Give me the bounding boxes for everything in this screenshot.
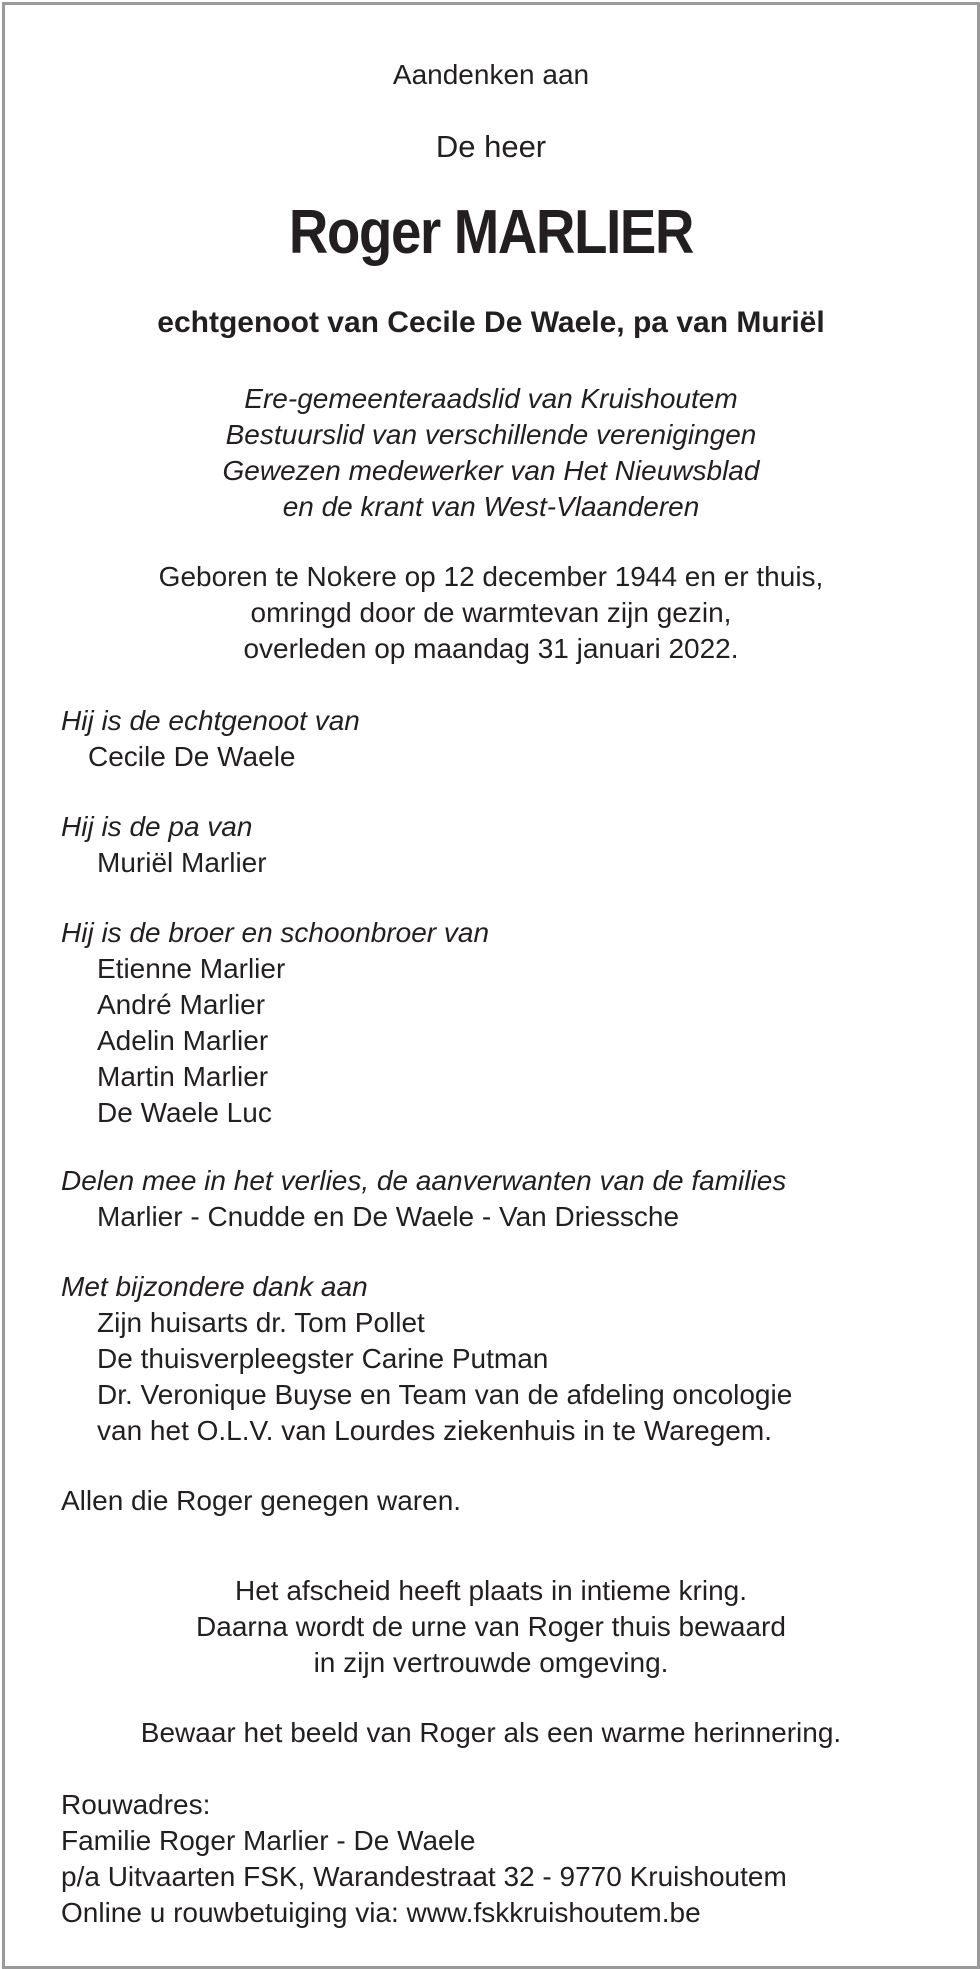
role-line: en de krant van West-Vlaanderen [282,491,700,522]
relation-line: echtgenoot van Cecile De Waele, pa van Muriël [157,306,825,339]
role-line: Ere-gemeenteraadslid van Kruishoutem [244,383,738,414]
section-heading: Hij is de pa van [61,811,253,842]
date-line: overleden op maandag 31 januari 2022. [243,633,739,664]
farewell-line: Daarna wordt de urne van Roger thuis bewaard [196,1611,786,1642]
thanks-line: De thuisverpleegster Carine Putman [97,1343,549,1374]
deceased-name: Roger MARLIER [288,198,694,267]
section-heading: Hij is de broer en schoonbroer van [61,917,490,948]
sibling-name: De Waele Luc [97,1097,272,1128]
address-street: p/a Uitvaarten FSK, Warandestraat 32 - 9770 Kruishoutem [61,1861,787,1892]
address-label: Rouwadres: [61,1789,211,1820]
section-heading: Hij is de echtgenoot van [61,705,360,736]
remembrance-line: Bewaar het beeld van Roger als een warme herinnering. [140,1717,842,1748]
obituary-notice [2,2,980,1969]
date-line: omringd door de warmtevan zijn gezin, [250,597,732,628]
role-line: Bestuurslid van verschillende verenigingen [225,419,757,450]
thanks-line: van het O.L.V. van Lourdes ziekenhuis in te Waregem. [97,1415,772,1446]
mourning-address [61,1787,787,1931]
sibling-name: Martin Marlier [97,1061,269,1092]
spouse-section [61,703,937,775]
farewell-line: Het afscheid heeft plaats in intieme kring. [234,1575,748,1606]
sibling-name: Etienne Marlier [97,953,286,984]
child-section [61,809,937,881]
spouse-name: Cecile De Waele [88,741,296,772]
closing-line: Allen die Roger genegen waren. [61,1485,462,1516]
families-section [61,1163,937,1235]
address-family: Familie Roger Marlier - De Waele [61,1825,476,1856]
sibling-name: André Marlier [97,989,266,1020]
section-heading: Delen mee in het verlies, de aanverwanten van de families [61,1165,787,1196]
intro-text: Aandenken aan [392,59,590,90]
farewell-info [5,1573,977,1681]
life-dates [5,559,977,667]
date-line: Geboren te Nokere op 12 december 1944 en er thuis, [158,561,824,592]
thanks-line: Zijn huisarts dr. Tom Pollet [97,1307,425,1338]
roles-list [5,381,977,525]
role-line: Gewezen medewerker van Het Nieuwsblad [222,455,760,486]
sibling-name: Adelin Marlier [97,1025,269,1056]
section-heading: Met bijzondere dank aan [61,1271,368,1302]
family-names: Marlier - Cnudde en De Waele - Van Driessche [97,1201,680,1232]
thanks-section [61,1269,937,1449]
thanks-line: Dr. Veronique Buyse en Team van de afdeling oncologie [97,1379,793,1410]
salutation: De heer [435,129,547,164]
siblings-section [61,915,937,1131]
address-online: Online u rouwbetuiging via: www.fskkruishoutem.be [61,1897,701,1928]
farewell-line: in zijn vertrouwde omgeving. [313,1647,669,1678]
child-name: Muriël Marlier [97,847,267,878]
